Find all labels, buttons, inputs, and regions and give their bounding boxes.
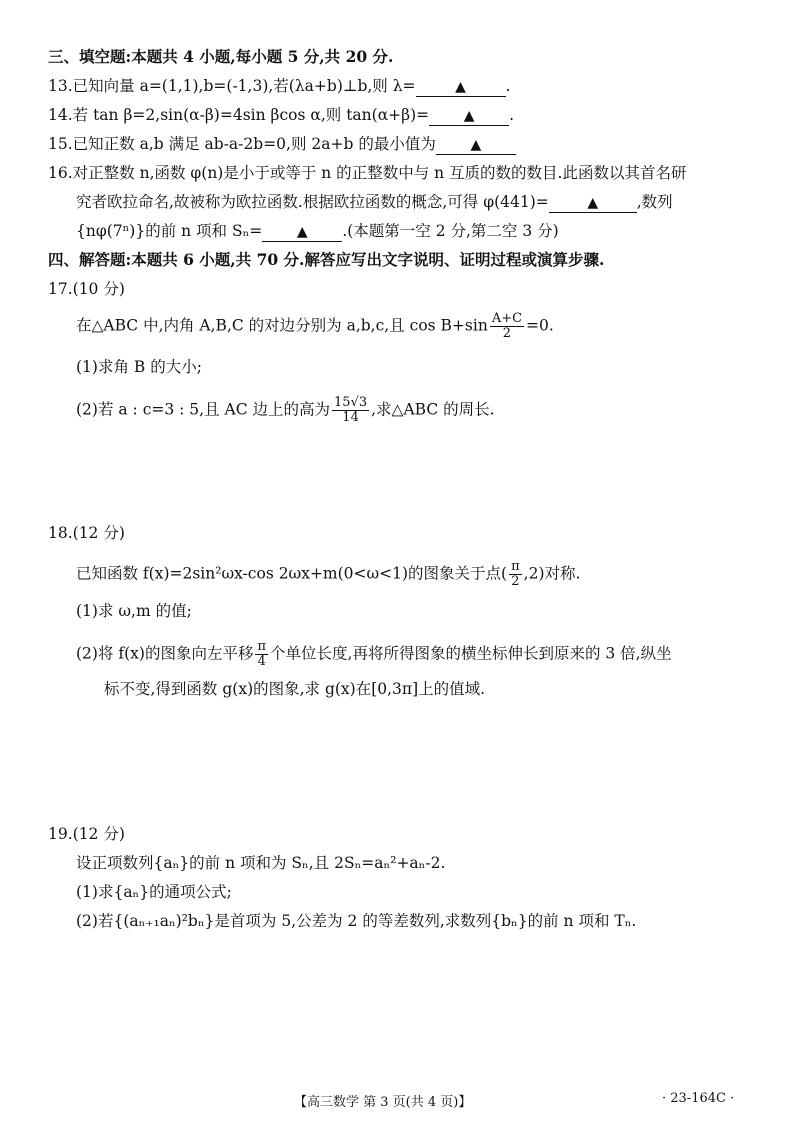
question-14 (48, 104, 514, 126)
q16-answer-blank-2: ▲ (262, 221, 342, 242)
q18-p2-fraction-num: π (257, 639, 267, 654)
q14-text: 若 tan β=2,sin(α-β)=4sin βcos α,则 tan(α+β)= (72, 106, 430, 124)
q18-stem (76, 560, 580, 589)
q13-text: 已知向量 a=(1,1),b=(-1,3),若(λa+b)⊥b,则 λ= (72, 77, 416, 95)
footer-code: · 23-164C · (662, 1091, 735, 1106)
q17-header: 17.(10 分) (48, 280, 125, 298)
q16-line2a: 究者欧拉命名,故被称为欧拉函数.根据欧拉函数的概念,可得 φ(441)= (76, 193, 549, 211)
section4-heading: 四、解答题:本题共 6 小题,共 70 分.解答应写出文字说明、证明过程或演算步骤. (48, 250, 605, 269)
question-16-line3 (76, 220, 559, 242)
q18-stem-a: 已知函数 f(x)=2sin²ωx-cos 2ωx+m(0<ω<1)的图象关于点( (76, 564, 508, 583)
q15-text: 已知正数 a,b 满足 ab-a-2b=0,则 2a+b 的最小值为 (72, 135, 436, 153)
q15-answer-blank: ▲ (436, 134, 516, 155)
q17-fraction-den: 2 (502, 326, 512, 341)
section3-heading: 三、填空题:本题共 4 小题,每小题 5 分,共 20 分. (48, 47, 394, 66)
q17-part1: (1)求角 B 的大小; (76, 358, 202, 376)
q17-p2-a: (2)若 a : c=3 : 5,且 AC 边上的高为 (76, 400, 331, 419)
q18-part2-cont: 标不变,得到函数 g(x)的图象,求 g(x)在[0,3π]上的值域. (104, 680, 486, 698)
q16-line3b: .(本题第一空 2 分,第二空 3 分) (342, 222, 559, 240)
q18-p2-fraction-den: 4 (257, 654, 266, 669)
q18-stem-b: ,2)对称. (523, 564, 581, 583)
q18-part2 (76, 640, 672, 669)
q13-answer-blank: ▲ (416, 76, 506, 97)
q15-number: 15. (48, 135, 73, 153)
q14-end: . (509, 106, 515, 124)
q18-p2-fraction (255, 640, 268, 669)
q18-fraction-num: π (511, 559, 520, 574)
q19-part2: (2)若{(aₙ₊₁aₙ)²bₙ}是首项为 5,公差为 2 的等差数列,求数列{bₙ}的前 n 项和 Tₙ. (76, 912, 637, 930)
q13-number: 13. (48, 77, 73, 95)
q18-p2-b: 个单位长度,再将所得图象的横坐标伸长到原来的 3 倍,纵坐 (270, 644, 672, 663)
q16-answer-blank-1: ▲ (549, 192, 637, 213)
q16-line2b: ,数列 (636, 193, 673, 211)
q17-stem (76, 312, 554, 341)
q18-p2-a: (2)将 f(x)的图象向左平移 (76, 644, 254, 663)
q19-header: 19.(12 分) (48, 825, 125, 843)
q17-stem-b: =0. (526, 316, 554, 335)
q18-part1: (1)求 ω,m 的值; (76, 602, 192, 620)
q17-fraction-num: A+C (491, 311, 523, 326)
q19-stem: 设正项数列{aₙ}的前 n 项和为 Sₙ,且 2Sₙ=aₙ²+aₙ-2. (76, 854, 446, 872)
q17-p2-fraction-den: 14 (342, 410, 359, 425)
q17-p2-fraction (332, 396, 369, 425)
q17-p2-b: ,求△ABC 的周长. (371, 400, 495, 419)
q16-number: 16. (48, 164, 73, 182)
q16-line1: 对正整数 n,函数 φ(n)是小于或等于 n 的正整数中与 n 互质的数的数目.此函数以其首名研 (72, 164, 687, 182)
q19-part1: (1)求{aₙ}的通项公式; (76, 883, 232, 901)
q14-number: 14. (48, 106, 73, 124)
q18-header: 18.(12 分) (48, 524, 125, 542)
q17-p2-fraction-num: 15√3 (334, 395, 368, 410)
q17-stem-a: 在△ABC 中,内角 A,B,C 的对边分别为 a,b,c,且 cos B+sin (76, 316, 488, 335)
q18-fraction (509, 560, 522, 589)
q18-fraction-den: 2 (511, 574, 520, 589)
q17-fraction (490, 312, 524, 341)
q16-line3a: {nφ(7ⁿ)}的前 n 项和 Sₙ= (76, 222, 263, 240)
question-13 (48, 75, 510, 97)
question-15 (48, 133, 516, 155)
footer-page-info: 【高三数学 第 3 页(共 4 页)】 (294, 1095, 472, 1110)
q14-answer-blank: ▲ (429, 105, 509, 126)
q17-part2 (76, 396, 495, 425)
q13-end: . (505, 77, 511, 95)
question-16-line2 (76, 191, 673, 213)
question-16-line1 (48, 162, 686, 184)
